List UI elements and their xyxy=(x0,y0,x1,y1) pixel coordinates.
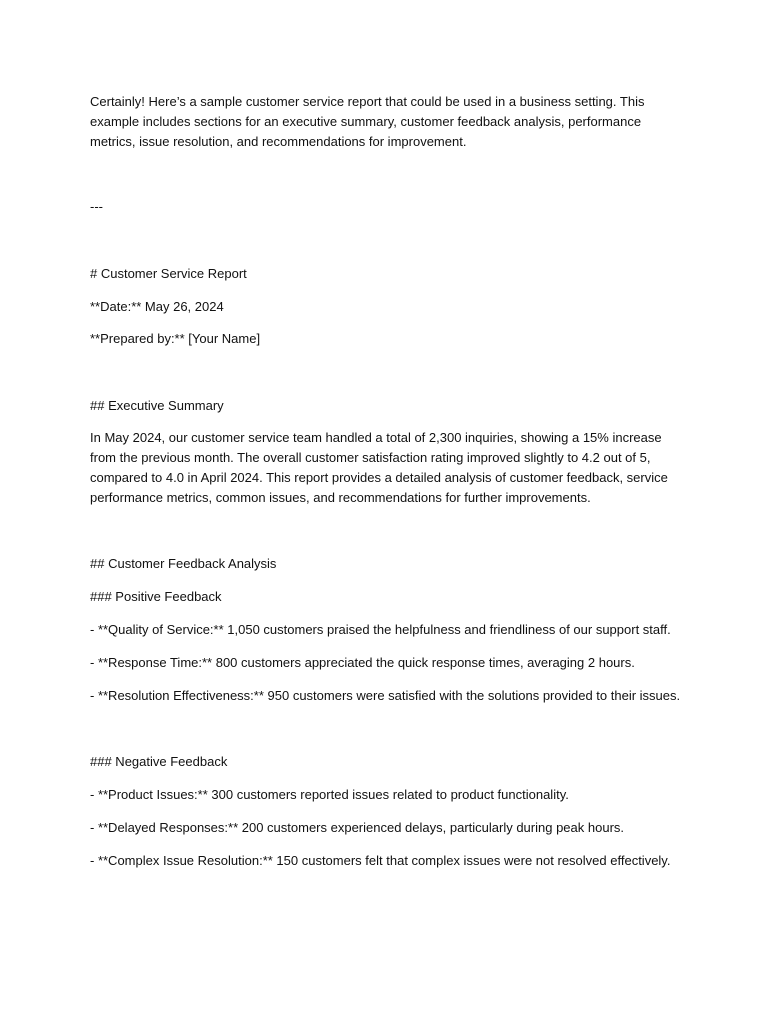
report-date: **Date:** May 26, 2024 xyxy=(90,299,224,314)
positive-feedback-item: - **Response Time:** 800 customers appreciated the quick response times, averaging 2 hours. xyxy=(90,655,635,670)
feedback-analysis-heading: ## Customer Feedback Analysis xyxy=(90,556,277,571)
executive-summary-body: In May 2024, our customer service team handled a total of 2,300 inquiries, showing a 15% increase from the previous month. The overall customer satisfaction rating improved slightly to 4.2 out of 5, compared to 4.0 in April 2024. This report provides a detailed analysis of customer feedback, service performance metrics, common issues, and recommendations for further improvements. xyxy=(90,430,668,505)
positive-feedback-item: - **Quality of Service:** 1,050 customers praised the helpfulness and friendliness of our support staff. xyxy=(90,622,671,637)
intro-paragraph: Certainly! Here’s a sample customer service report that could be used in a business setting. This example includes sections for an executive summary, customer feedback analysis, performance metrics, issue resolution, and recommendations for improvement. xyxy=(90,94,645,149)
negative-feedback-item: - **Product Issues:** 300 customers reported issues related to product functionality. xyxy=(90,787,569,802)
positive-feedback-item: - **Resolution Effectiveness:** 950 customers were satisfied with the solutions provided to their issues. xyxy=(90,688,681,703)
separator-line: --- xyxy=(90,199,103,214)
positive-feedback-heading: ### Positive Feedback xyxy=(90,589,222,604)
executive-summary-heading: ## Executive Summary xyxy=(90,398,224,413)
report-title: # Customer Service Report xyxy=(90,266,247,281)
report-prepared-by: **Prepared by:** [Your Name] xyxy=(90,331,261,346)
negative-feedback-item: - **Delayed Responses:** 200 customers experienced delays, particularly during peak hours. xyxy=(90,820,625,835)
negative-feedback-heading: ### Negative Feedback xyxy=(90,754,228,769)
negative-feedback-item: - **Complex Issue Resolution:** 150 customers felt that complex issues were not resolved effectively. xyxy=(90,853,671,868)
